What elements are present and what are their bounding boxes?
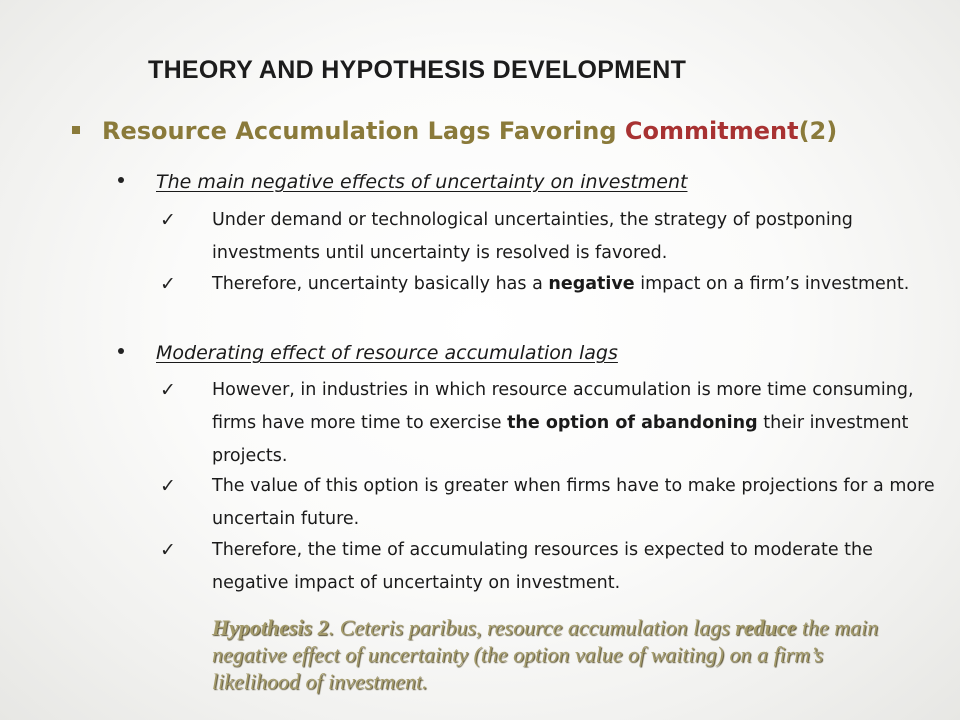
checkmark-icon: ✓: [160, 539, 176, 561]
hypothesis-statement: Hypothesis 2. Ceteris paribus, resource accumulation lags reduce the main negative effect of uncertainty (the option value of waiting) on a firm’s likelihood of investment.: [212, 615, 879, 694]
square-bullet-icon: [72, 126, 80, 134]
subheading-negative-effects: [118, 171, 687, 193]
checkmark-icon: ✓: [160, 209, 176, 231]
check-item: [160, 268, 940, 301]
slide-title: THEORY AND HYPOTHESIS DEVELOPMENT: [148, 56, 687, 84]
checkmark-icon: ✓: [160, 379, 176, 401]
check-item: [160, 374, 940, 473]
subheading-text: The main negative effects of uncertainty on investment: [156, 171, 688, 193]
check-item-text: Therefore, the time of accumulating resources is expected to moderate the negative impact of uncertainty on investment.: [212, 540, 873, 593]
hypothesis-emphasis: reduce: [735, 615, 797, 640]
heading-suffix: (2): [798, 117, 838, 145]
hypothesis-label: Hypothesis 2: [212, 615, 329, 640]
checkmark-icon: ✓: [160, 475, 176, 497]
check-item: [160, 204, 940, 270]
round-bullet-icon: [118, 348, 124, 354]
check-item-text: Under demand or technological uncertainties, the strategy of postponing investments until uncertainty is resolved is favored.: [212, 210, 853, 263]
check-item-text: The value of this option is greater when firms have to make projections for a more uncertain future.: [212, 476, 935, 529]
subheading-text: Moderating effect of resource accumulation lags: [156, 342, 618, 364]
checkmark-icon: ✓: [160, 273, 176, 295]
heading-accent: Commitment: [624, 117, 799, 145]
emphasis-negative: negative: [548, 274, 635, 294]
subheading-moderating-effect: [118, 342, 618, 364]
check-item-text: However, in industries in which resource accumulation is more time consuming, firms have more time to exercise the option of abandoning their investment projects.: [212, 380, 914, 466]
round-bullet-icon: [118, 177, 124, 183]
emphasis-option-abandoning: the option of abandoning: [507, 413, 758, 433]
check-item: [160, 470, 940, 536]
heading-text: Resource Accumulation Lags Favoring: [102, 117, 625, 145]
check-item: [160, 534, 940, 600]
section-heading: [72, 117, 837, 145]
check-item-text: Therefore, uncertainty basically has a negative impact on a firm’s investment.: [212, 274, 910, 294]
